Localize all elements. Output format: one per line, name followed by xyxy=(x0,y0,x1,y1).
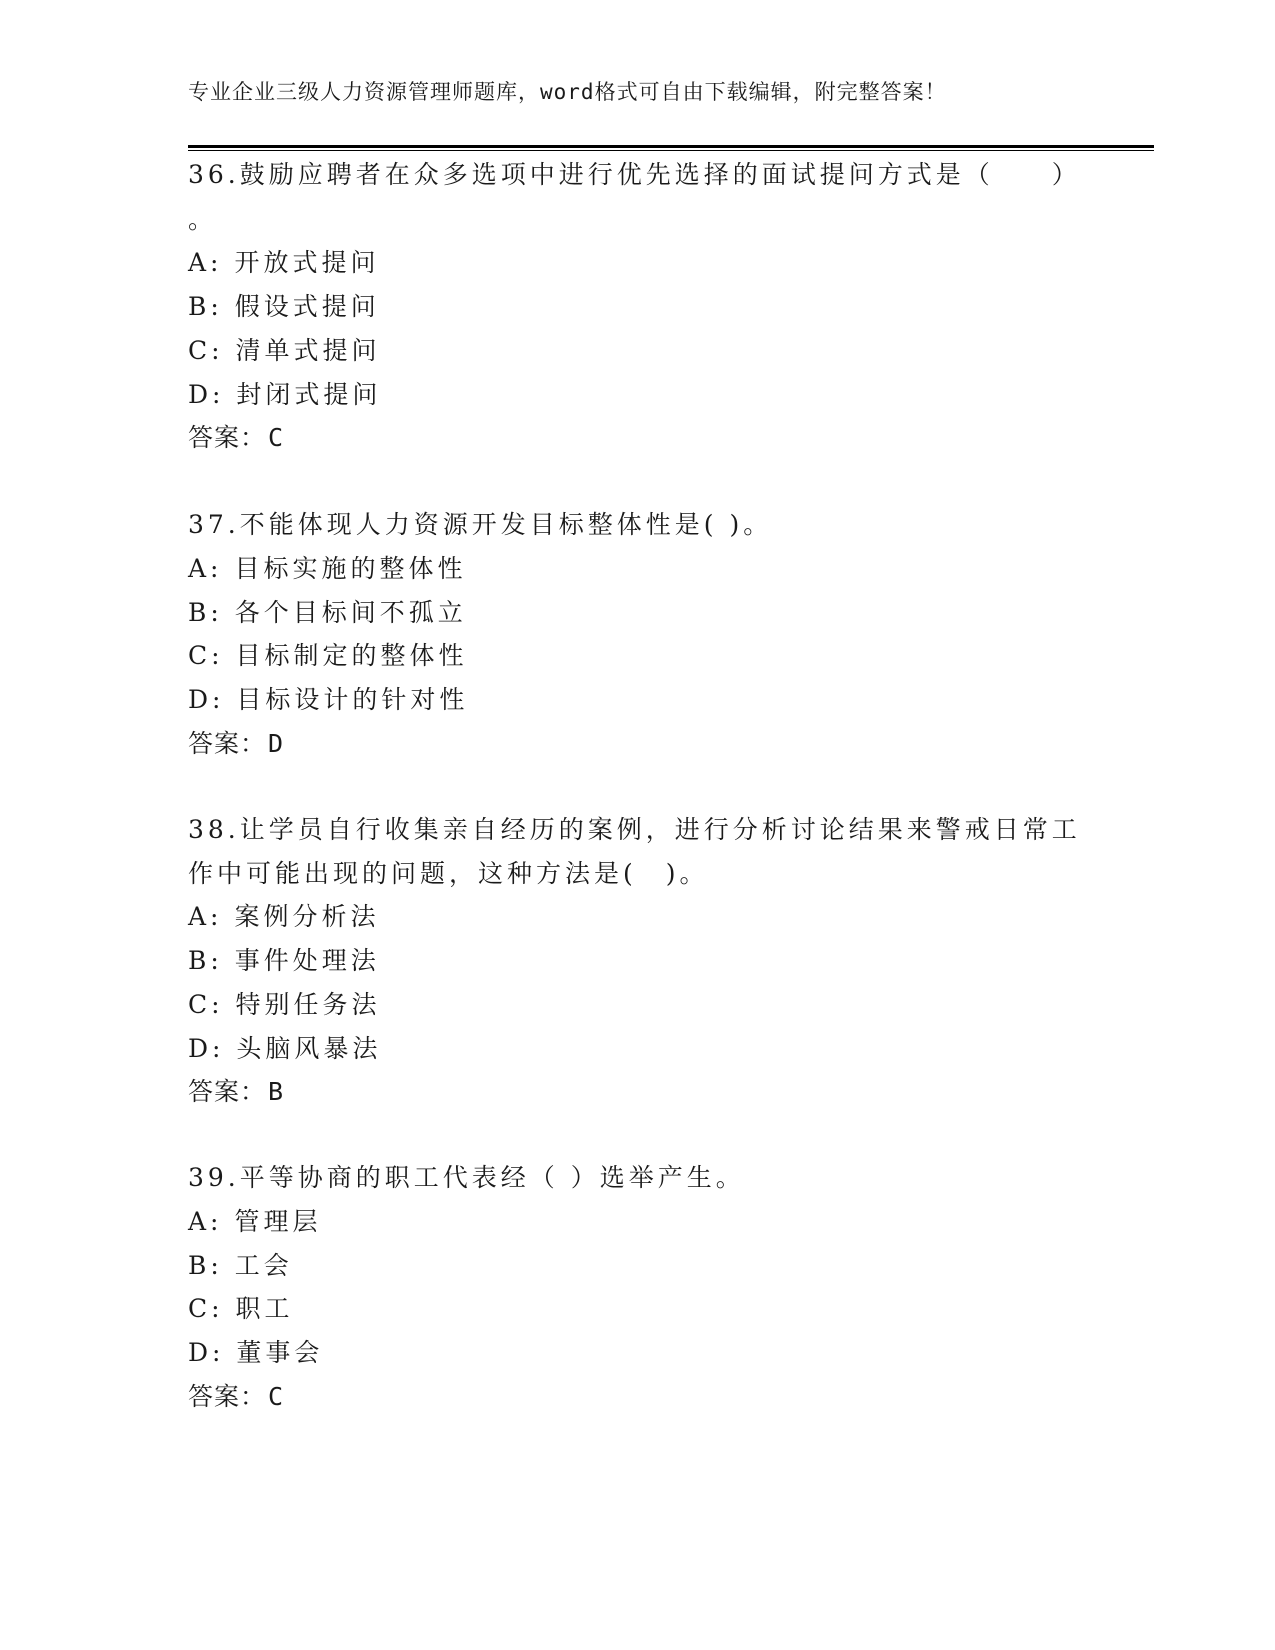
option-key: D: xyxy=(188,1338,225,1367)
option-key: C: xyxy=(188,1294,224,1323)
answer-value: D xyxy=(268,729,285,758)
option-b xyxy=(188,292,380,322)
page-header: 专业企业三级人力资源管理师题库，word格式可自由下载编辑，附完整答案！ xyxy=(188,80,947,104)
option-c xyxy=(188,641,468,671)
option-text: 各个目标间不孤立 xyxy=(234,598,467,627)
question-stem xyxy=(188,815,1081,845)
option-text: 目标设计的针对性 xyxy=(236,685,469,714)
answer-line xyxy=(188,1382,284,1412)
option-key: A: xyxy=(188,248,223,277)
question-number: 38. xyxy=(188,815,240,844)
option-text: 工会 xyxy=(234,1251,293,1280)
option-key: B: xyxy=(188,292,223,321)
answer-line xyxy=(188,423,284,453)
question-stem xyxy=(188,1163,745,1193)
option-key: A: xyxy=(188,1207,223,1236)
option-b xyxy=(188,598,467,628)
option-key: C: xyxy=(188,336,224,365)
option-text: 事件处理法 xyxy=(234,946,380,975)
question-number: 36. xyxy=(188,160,240,189)
option-text: 董事会 xyxy=(236,1338,324,1367)
answer-value: C xyxy=(268,423,285,452)
option-key: B: xyxy=(188,1251,223,1280)
option-key: D: xyxy=(188,685,225,714)
option-text: 目标实施的整体性 xyxy=(234,554,467,583)
answer-line xyxy=(188,1077,284,1107)
option-d xyxy=(188,1034,381,1064)
answer-value: B xyxy=(268,1077,285,1106)
option-b xyxy=(188,1251,293,1281)
question-stem-text: 鼓励应聘者在众多选项中进行优先选择的面试提问方式是（ ） xyxy=(239,160,1081,189)
question-number: 37. xyxy=(188,510,240,539)
answer-label: 答案： xyxy=(188,423,267,452)
header-divider-thick xyxy=(188,145,1154,148)
option-text: 案例分析法 xyxy=(234,902,380,931)
option-c xyxy=(188,990,381,1020)
option-text: 头脑风暴法 xyxy=(236,1034,382,1063)
option-c xyxy=(188,336,381,366)
question-stem-text: 平等协商的职工代表经（ ）选举产生。 xyxy=(239,1163,745,1192)
question-stem-continued: 作中可能出现的问题，这种方法是( )。 xyxy=(188,859,709,888)
option-key: D: xyxy=(188,1034,225,1063)
option-text: 假设式提问 xyxy=(234,292,380,321)
question-stem xyxy=(188,160,1081,190)
option-text: 职工 xyxy=(235,1294,294,1323)
option-text: 清单式提问 xyxy=(235,336,381,365)
answer-label: 答案： xyxy=(188,1077,267,1106)
option-text: 目标制定的整体性 xyxy=(235,641,468,670)
question-stem-continued: 。 xyxy=(188,205,218,234)
option-key: C: xyxy=(188,641,224,670)
option-a xyxy=(188,1207,321,1237)
option-key: C: xyxy=(188,990,224,1019)
option-d xyxy=(188,380,381,410)
answer-label: 答案： xyxy=(188,1382,267,1411)
option-key: D: xyxy=(188,380,225,409)
option-key: A: xyxy=(188,554,223,583)
answer-line xyxy=(188,729,284,759)
question-number: 39. xyxy=(188,1163,240,1192)
question-stem-text: 不能体现人力资源开发目标整体性是( )。 xyxy=(239,510,773,539)
option-key: B: xyxy=(188,598,223,627)
option-key: B: xyxy=(188,946,223,975)
option-key: A: xyxy=(188,902,223,931)
header-divider-thin xyxy=(188,150,1154,151)
option-d xyxy=(188,685,468,715)
option-text: 封闭式提问 xyxy=(236,380,382,409)
option-c xyxy=(188,1294,294,1324)
answer-value: C xyxy=(268,1382,285,1411)
option-text: 开放式提问 xyxy=(234,248,380,277)
option-a xyxy=(188,902,379,932)
option-a xyxy=(188,248,379,278)
option-b xyxy=(188,946,380,976)
option-text: 管理层 xyxy=(234,1207,322,1236)
option-a xyxy=(188,554,466,584)
option-text: 特别任务法 xyxy=(235,990,381,1019)
question-stem xyxy=(188,510,772,540)
option-d xyxy=(188,1338,323,1368)
answer-label: 答案： xyxy=(188,729,267,758)
question-stem-text: 让学员自行收集亲自经历的案例，进行分析讨论结果来警戒日常工 xyxy=(239,815,1081,844)
